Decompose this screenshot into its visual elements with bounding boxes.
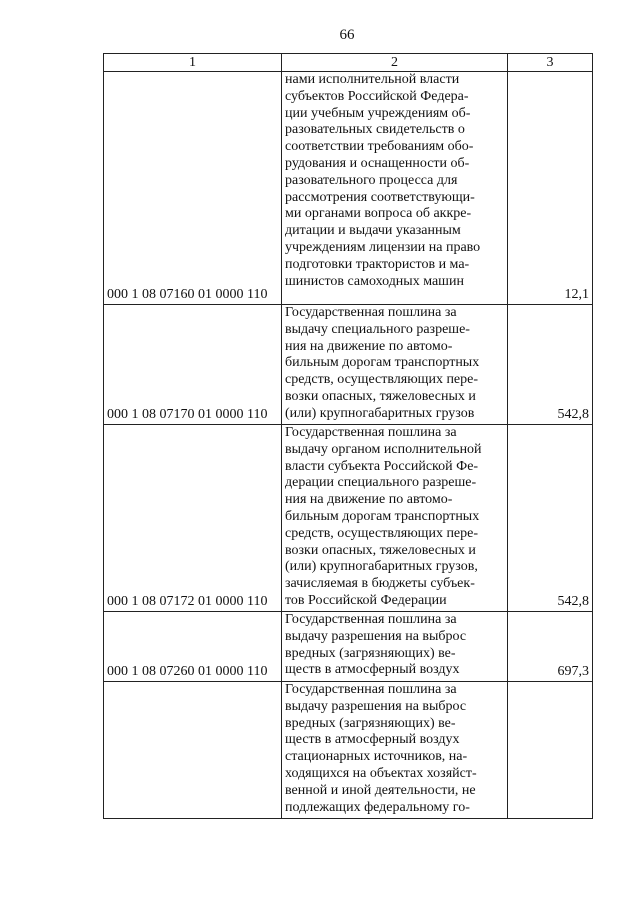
revenue-name-line: возки опасных, тяжеловесных и: [285, 388, 476, 404]
revenue-name-line: рудования и оснащенности об-: [285, 155, 470, 171]
revenue-name-line: тов Российской Федерации: [285, 592, 447, 608]
revenue-name-line: венной и иной деятельности, не: [285, 782, 476, 798]
revenue-name-line: рассмотрения соответствующи-: [285, 189, 475, 205]
amount-cell: [508, 682, 593, 819]
revenue-name-line: нами исполнительной власти: [285, 72, 460, 87]
revenue-name-line: вредных (загрязняющих) ве-: [285, 645, 456, 661]
revenue-name-line: власти субъекта Российской Фе-: [285, 458, 479, 474]
table-row: [104, 612, 593, 682]
revenue-name-line: ции учебным учреждениям об-: [285, 105, 471, 121]
budget-code-cell: 000 1 08 07260 01 0000 110: [104, 612, 282, 682]
revenue-name-line: бильным дорогам транспортных: [285, 508, 480, 524]
revenue-name-line: выдачу органом исполнительной: [285, 441, 482, 457]
revenue-name-line: Государственная пошлина за: [285, 425, 457, 440]
column-header-amount: 3: [508, 54, 593, 72]
revenue-name-line: ходящихся на объектах хозяйст-: [285, 765, 477, 781]
column-header-name: 2: [282, 54, 508, 72]
revenue-name-cell: [282, 425, 508, 612]
revenue-name-line: дитации и выдачи указанным: [285, 223, 461, 239]
revenue-name-line: ществ в атмосферный воздух: [285, 662, 460, 678]
revenue-name-line: возки опасных, тяжеловесных и: [285, 542, 476, 558]
table-row: [104, 72, 593, 305]
revenue-name-line: дерации специального разреше-: [285, 475, 477, 491]
revenue-table: [103, 53, 593, 819]
revenue-name-line: подлежащих федеральному го-: [285, 799, 470, 815]
revenue-name-line: ния на движение по автомо-: [285, 338, 453, 354]
revenue-name-line: вредных (загрязняющих) ве-: [285, 715, 456, 731]
revenue-name-line: средств, осуществляющих пере-: [285, 372, 479, 388]
revenue-name-line: выдачу специального разреше-: [285, 321, 470, 337]
column-header-code: 1: [104, 54, 282, 72]
revenue-name-line: выдачу разрешения на выброс: [285, 698, 467, 714]
budget-code-cell: 000 1 08 07172 01 0000 110: [104, 425, 282, 612]
revenue-name-cell: [282, 72, 508, 305]
revenue-name-line: Государственная пошлина за: [285, 612, 457, 627]
revenue-name-line: ния на движение по автомо-: [285, 492, 453, 508]
revenue-name-line: разовательного процесса для: [285, 172, 458, 188]
revenue-name-line: ществ в атмосферный воздух: [285, 732, 460, 748]
amount-cell: 542,8: [508, 305, 593, 425]
revenue-name-line: подготовки трактористов и ма-: [285, 256, 470, 272]
budget-code-cell: [104, 682, 282, 819]
budget-code-cell: 000 1 08 07170 01 0000 110: [104, 305, 282, 425]
revenue-name-line: соответствии требованиям обо-: [285, 139, 474, 155]
revenue-name-line: Государственная пошлина за: [285, 305, 457, 320]
revenue-name-line: бильным дорогам транспортных: [285, 355, 480, 371]
revenue-name-line: ми органами вопроса об аккре-: [285, 206, 472, 222]
amount-cell: 12,1: [508, 72, 593, 305]
revenue-name-line: стационарных источников, на-: [285, 749, 468, 765]
revenue-name-cell: [282, 682, 508, 819]
revenue-name-cell: [282, 612, 508, 682]
revenue-name-line: средств, осуществляющих пере-: [285, 525, 479, 541]
revenue-name-line: (или) крупногабаритных грузов: [285, 405, 475, 421]
revenue-name-line: Государственная пошлина за: [285, 682, 457, 697]
revenue-name-line: субъектов Российской Федера-: [285, 88, 469, 104]
table-header-row: [104, 54, 593, 72]
table-row: [104, 682, 593, 819]
revenue-name-cell: [282, 305, 508, 425]
revenue-name-line: учреждениям лицензии на право: [285, 239, 481, 255]
budget-code-cell: 000 1 08 07160 01 0000 110: [104, 72, 282, 305]
page-number: 66: [339, 27, 355, 43]
revenue-name-line: шинистов самоходных машин: [285, 273, 464, 289]
amount-cell: 542,8: [508, 425, 593, 612]
revenue-name-line: выдачу разрешения на выброс: [285, 628, 467, 644]
table-row: [104, 305, 593, 425]
revenue-name-line: (или) крупногабаритных грузов,: [285, 559, 478, 575]
amount-cell: 697,3: [508, 612, 593, 682]
table-row: [104, 425, 593, 612]
revenue-name-line: разовательных свидетельств о: [285, 122, 465, 138]
revenue-name-line: зачисляемая в бюджеты субъек-: [285, 576, 475, 592]
